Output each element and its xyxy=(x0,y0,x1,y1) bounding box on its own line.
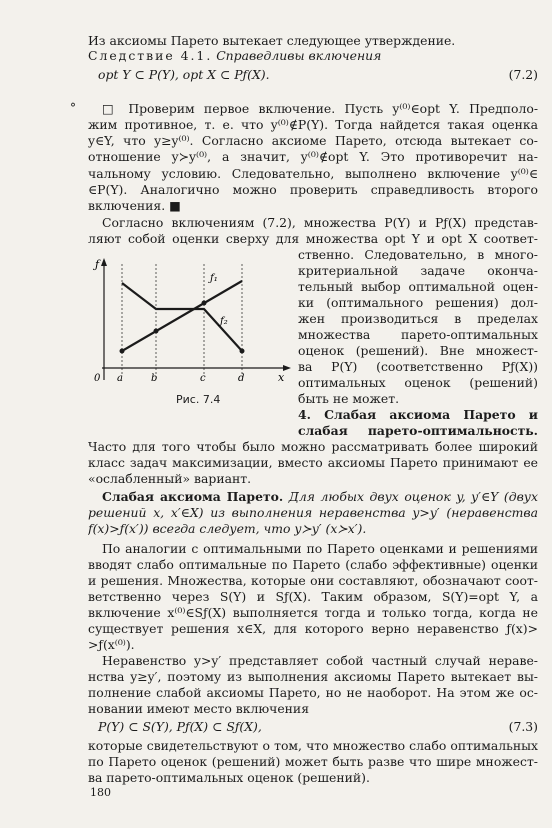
text-line: y∈Y, что y≥y⁽⁰⁾. Согласно аксиоме Парето, отсюда вытекает со- xyxy=(88,133,538,148)
text-line: чальному условию. Следовательно, выполнено включение y⁽⁰⁾∈ xyxy=(88,166,538,181)
tick-label-b: b xyxy=(151,373,158,384)
text-line: отношение y≻y⁽⁰⁾, а значит, y⁽⁰⁾∉opt Y. Это противоречит на- xyxy=(88,149,538,164)
text-line: тельный выбор оптимальной оцен- xyxy=(298,279,538,294)
corollary-text: Справедливы включения xyxy=(212,48,382,63)
formula-body: P(Y) ⊂ S(Y), Pƒ(X) ⊂ Sƒ(X), xyxy=(98,719,262,734)
weak-axiom-title: Слабая аксиома Парето. xyxy=(102,489,284,504)
weak-axiom-text: Для любых двух оценок y, y′∈Y (двух xyxy=(283,489,538,504)
corollary-heading: Следствие 4.1. xyxy=(88,48,213,63)
text-line: Часто для того чтобы было можно рассматривать более широкий xyxy=(88,439,538,454)
text-line: ва парето-оптимальных оценок (решений). xyxy=(88,770,370,785)
text-line: ки (оптимального решения) дол- xyxy=(298,295,538,310)
formula-number: (7.3) xyxy=(508,719,538,734)
text-line: Согласно включениям (7.2), множества P(Y) и Pƒ(X) представ- xyxy=(102,215,538,230)
text-line: которые свидетельствуют о том, что множество слабо оптимальных xyxy=(88,738,538,753)
point-a xyxy=(120,349,125,354)
page-number: 180 xyxy=(90,786,111,799)
text-line: множества парето-оптимальных xyxy=(298,327,538,342)
text-line: Из аксиомы Парето вытекает следующее утверждение. xyxy=(88,33,456,48)
section-heading: 4. Слабая аксиома Парето и xyxy=(298,407,538,422)
margin-mark: ° xyxy=(70,101,76,115)
text-line: по Парето оценок (решений) может быть разве что шире множест- xyxy=(88,754,538,769)
text-line: ляют собой оценки сверху для множества opt Y и opt X соответ- xyxy=(88,231,538,246)
curve-label-f2: ƒ₂ xyxy=(220,316,228,327)
text-line: ственно. Следовательно, в много- xyxy=(298,247,538,262)
formula-number: (7.2) xyxy=(508,67,538,82)
y-axis-arrow-icon xyxy=(101,258,107,266)
formula-7-3 xyxy=(88,719,538,735)
text-line: ветственно через S(Y) и Sƒ(X). Таким образом, S(Y)=opt Y, а xyxy=(88,589,538,604)
text-line: быть не может. xyxy=(298,391,400,406)
text-line: полнение слабой аксиомы Парето, но не наоборот. На этом же ос- xyxy=(88,685,538,700)
text-line: «ослабленный» вариант. xyxy=(88,471,252,486)
text-line: ∈P(Y). Аналогично можно проверить справедливость второго xyxy=(88,182,538,197)
text-line: новании имеют место включения xyxy=(88,701,310,716)
text-line: и решения. Множества, которые они составляют, обозначают соот- xyxy=(88,573,538,588)
origin-label: 0 xyxy=(94,373,101,384)
text-line: □ Проверим первое включение. Пусть y⁽⁰⁾∈opt Y. Предполо- xyxy=(102,101,538,116)
x-axis-label: x xyxy=(278,371,285,384)
curve-label-f1: ƒ₁ xyxy=(210,273,218,284)
text-line: >ƒ(x⁽⁰⁾). xyxy=(88,637,135,652)
text-line: жен производиться в пределах xyxy=(298,311,538,326)
figure-caption: Рис. 7.4 xyxy=(176,393,221,406)
formula-7-2 xyxy=(88,67,538,83)
text-line: включение x⁽⁰⁾∈Sƒ(X) выполняется тогда и только тогда, когда не xyxy=(88,605,538,620)
text-line: критериальной задаче оконча- xyxy=(298,263,538,278)
text-line: По аналогии с оптимальными по Парето оценками и решениями xyxy=(102,541,538,556)
y-axis-label: ƒ xyxy=(95,258,100,271)
point-c xyxy=(202,301,207,306)
tick-label-c: c xyxy=(200,373,206,384)
text-line: ва P(Y) (соответственно Pƒ(X)) xyxy=(298,359,538,374)
tick-label-d: d xyxy=(238,373,245,384)
text-line: решений x, x′∈X) из выполнения неравенства y>y′ (неравенства xyxy=(88,505,538,520)
text-line: ƒ(x)>ƒ(x′)) всегда следует, что y≻y′ (x≻x′). xyxy=(88,521,367,536)
text-line: вводят слабо оптимальные по Парето (слабо эффективные) оценки xyxy=(88,557,538,572)
point-b xyxy=(154,329,159,334)
text-line: включения. ■ xyxy=(88,198,181,213)
corollary-line xyxy=(88,48,538,63)
text-line: нства y≥y′, поэтому из выполнения аксиомы Парето вытекает вы- xyxy=(88,669,538,684)
formula-body: opt Y ⊂ P(Y), opt X ⊂ Pƒ(X). xyxy=(98,67,270,82)
section-heading: слабая парето-оптимальность. xyxy=(298,423,538,438)
text-line: жим противное, т. е. что y⁽⁰⁾∉P(Y). Тогда найдется такая оценка xyxy=(88,117,538,132)
text-line: оптимальных оценок (решений) xyxy=(298,375,538,390)
weak-axiom-line xyxy=(88,489,538,504)
tick-label-a: a xyxy=(117,373,123,384)
text-line: Неравенство y>y′ представляет собой частный случай нераве- xyxy=(102,653,538,668)
text-line: существует решения x∈X, для которого верно неравенство ƒ(x)> xyxy=(88,621,538,636)
text-line: оценок (решений). Вне множест- xyxy=(298,343,538,358)
figure-7-4 xyxy=(92,256,292,386)
point-d xyxy=(240,349,245,354)
text-line: класс задач максимизации, вместо аксиомы Парето принимают ее xyxy=(88,455,538,470)
